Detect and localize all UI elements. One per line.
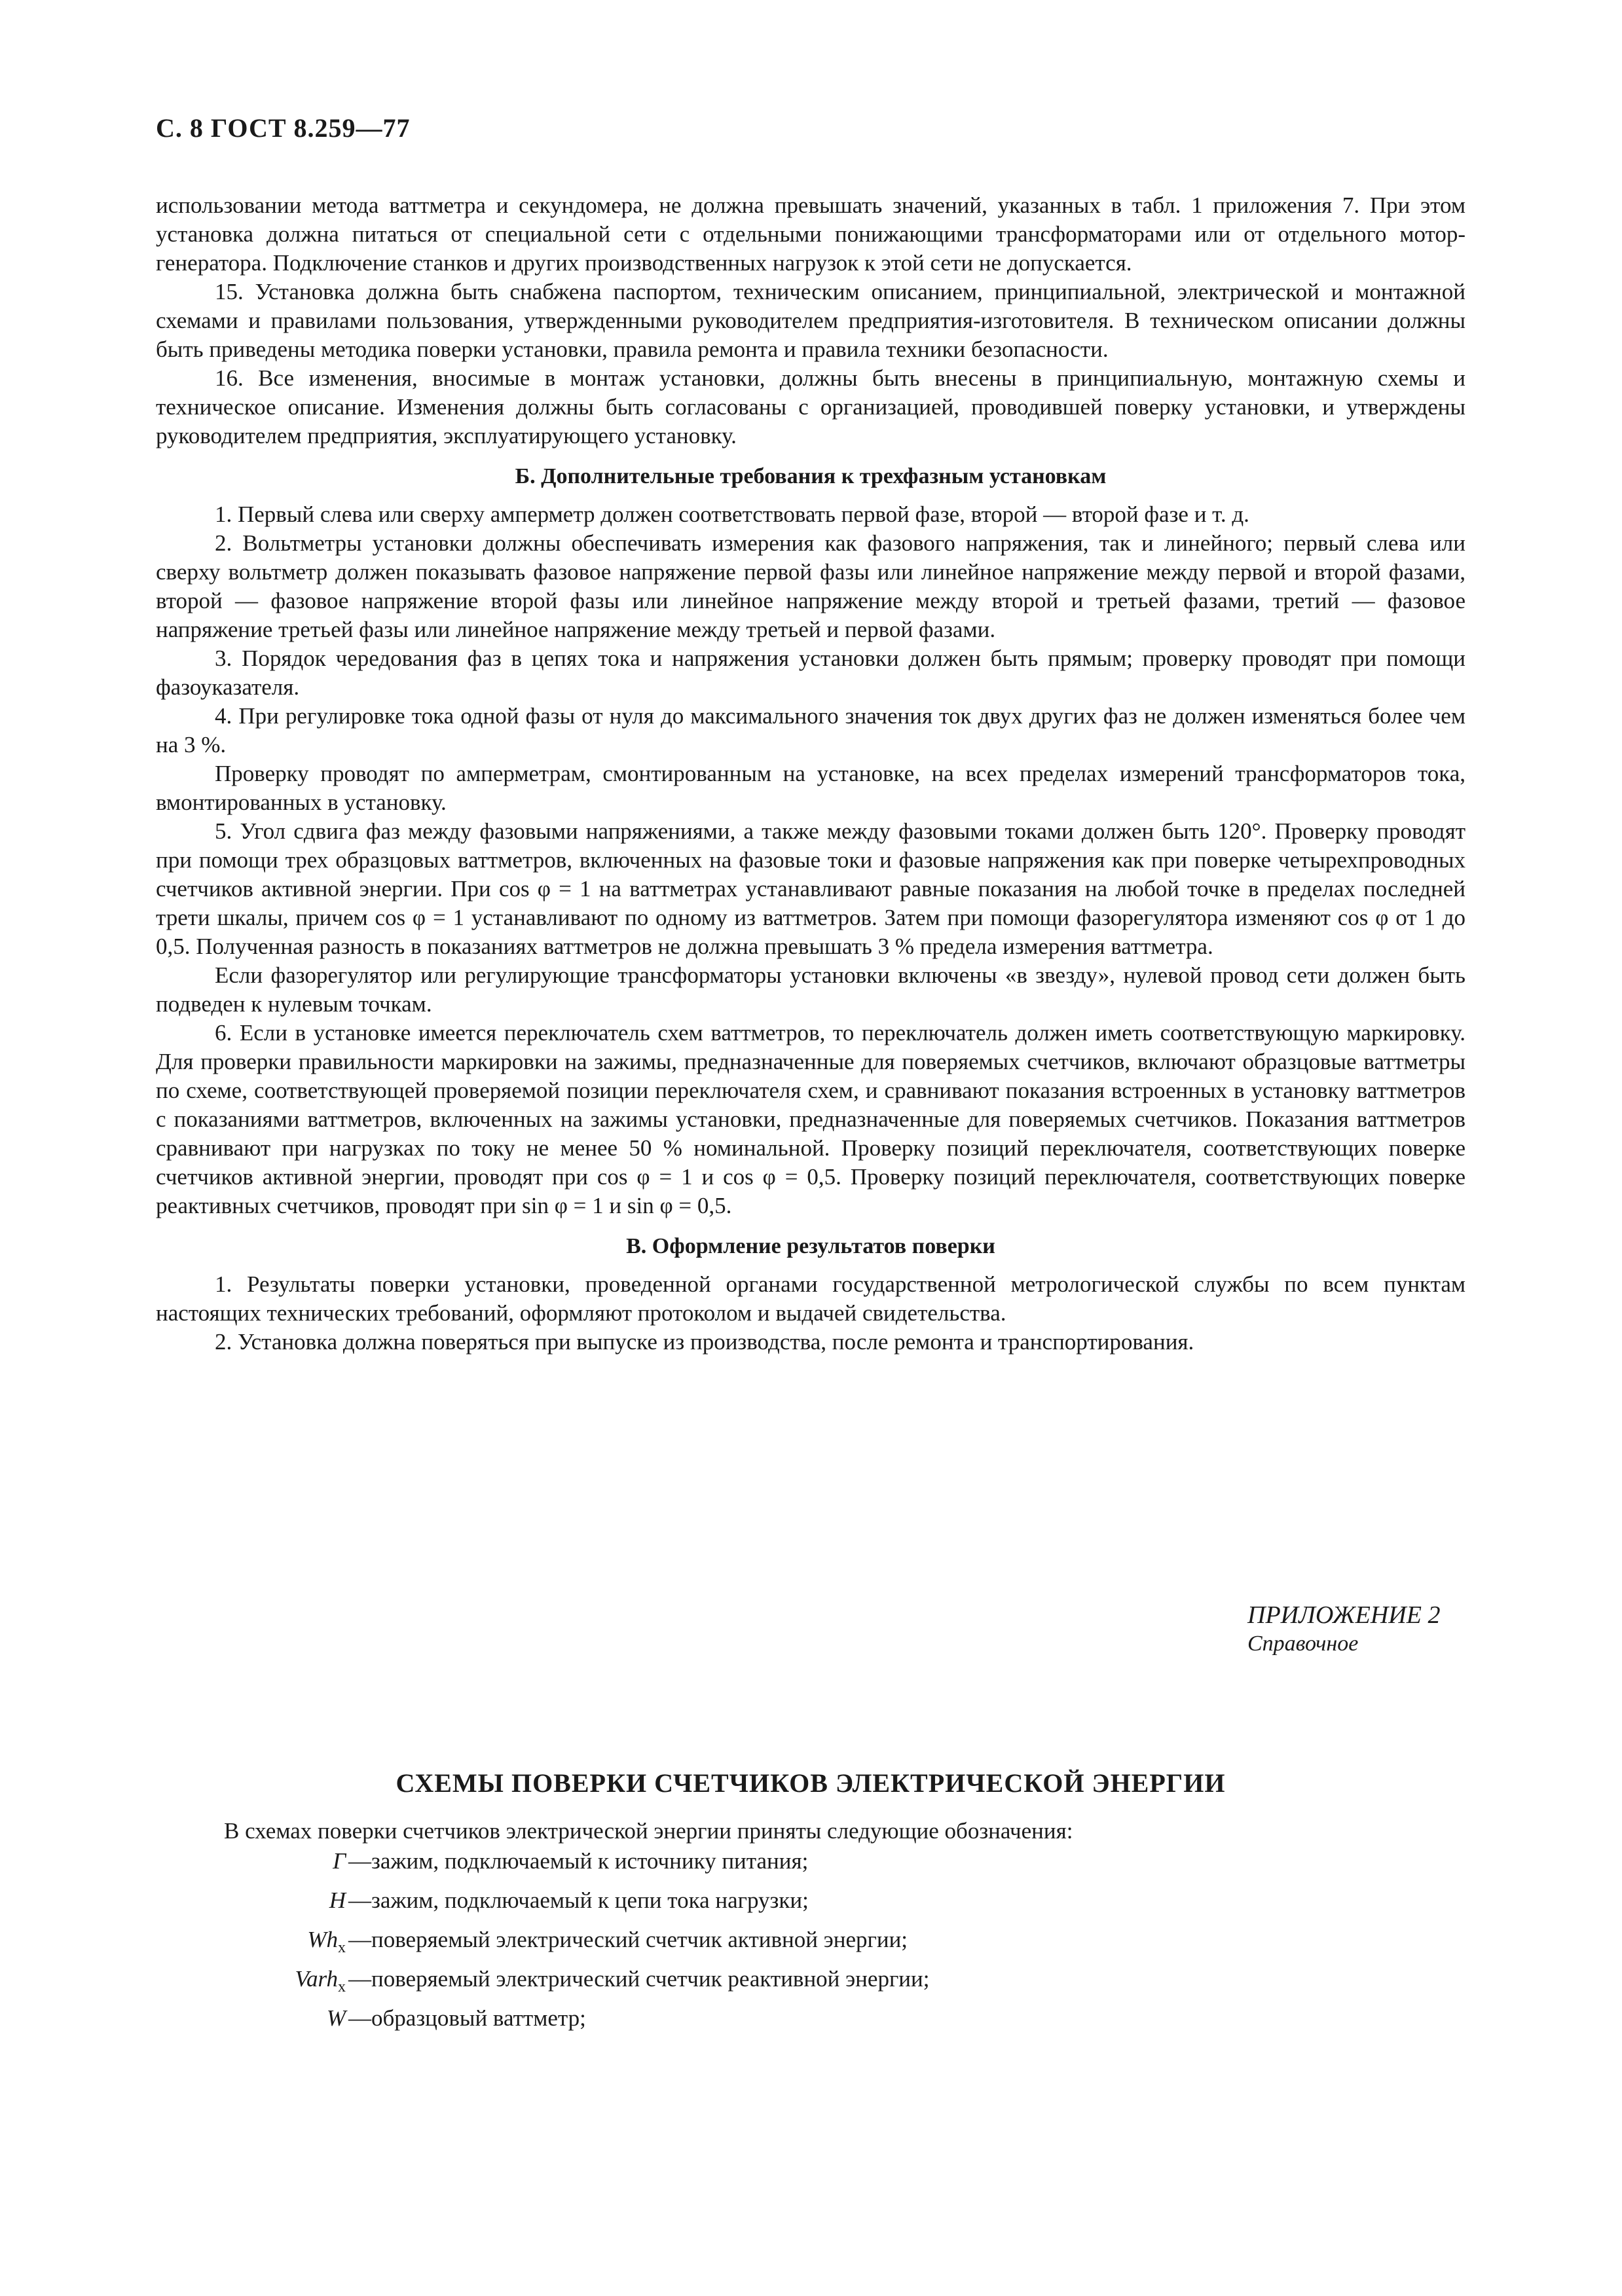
legend-intro: В схемах поверки счетчиков электрической энергии приняты следующие обозначения:	[224, 1818, 1073, 1844]
legend-description: —образцовый ваттметр;	[348, 2005, 586, 2031]
legend-row	[156, 2003, 930, 2042]
schemes-title: СХЕМЫ ПОВЕРКИ СЧЕТЧИКОВ ЭЛЕКТРИЧЕСКОЙ ЭНЕРГИИ	[396, 1768, 1226, 1798]
appendix-label	[1247, 1601, 1440, 1658]
section-b-item-2: 2. Вольтметры установки должны обеспечивать измерения как фазового напряжения, так и линейного; первый слева или сверху вольтметр должен показывать фазовое напряжение первой фазы или линейное напряжение между первой и второй фазами, второй — фазовое напряжение второй фазы или линейное напряжение между второй и третьей фазами, третий — фазовое напряжение третьей фазы или линейное напряжение между третьей и первой фазами.	[156, 530, 1465, 642]
section-b-item-3: 3. Порядок чередования фаз в цепях тока и напряжения установки должен быть прямым; проверку проводят при помощи фазоуказателя.	[156, 646, 1465, 700]
document-body	[156, 191, 1465, 1357]
section-b-heading: Б. Дополнительные требования к трехфазным установкам	[515, 464, 1107, 488]
appendix-subtitle: Справочное	[1247, 1631, 1359, 1656]
appendix-title: ПРИЛОЖЕНИЕ 2	[1247, 1601, 1441, 1629]
legend-row	[156, 1963, 930, 2003]
legend-symbol: W	[326, 2005, 346, 2031]
legend-symbol: Varh$_x$	[295, 1966, 346, 1995]
page-header: С. 8 ГОСТ 8.259—77	[156, 113, 411, 143]
legend-row	[156, 1924, 930, 1963]
legend-list	[156, 1846, 930, 2042]
section-b-item-1: 1. Первый слева или сверху амперметр должен соответствовать первой фазе, второй — второй фазе и т. д.	[215, 501, 1249, 527]
legend-symbol: Г	[333, 1848, 346, 1874]
legend-symbol: Н	[329, 1887, 346, 1913]
legend-description: —зажим, подключаемый к источнику питания;	[348, 1848, 809, 1874]
legend-description: —поверяемый электрический счетчик активной энергии;	[348, 1927, 908, 1952]
section-b-item-4: 4. При регулировке тока одной фазы от нуля до максимального значения ток двух других фаз не должен изменяться более чем на 3 %.	[156, 703, 1465, 757]
section-b-item-4-note: Проверку проводят по амперметрам, смонтированным на установке, на всех пределах измерений трансформаторов тока, вмонтированных в установку.	[156, 761, 1465, 815]
paragraph-continued: использовании метода ваттметра и секундомера, не должна превышать значений, указанных в табл. 1 приложения 7. При этом установка должна питаться от специальной сети с отдельными понижающими трансформаторами или от отдельного мотор-генератора. Подключение станков и других производственных нагрузок к этой сети не допускается.	[156, 192, 1465, 276]
paragraph-15: 15. Установка должна быть снабжена паспортом, техническим описанием, принципиальной, электрической и монтажной схемами и правилами пользования, утвержденными руководителем предприятия-изготовителя. В техническом описании должны быть приведены методика поверки установки, правила ремонта и правила техники безопасности.	[156, 279, 1465, 362]
legend-row	[156, 1846, 930, 1885]
paragraph-16: 16. Все изменения, вносимые в монтаж установки, должны быть внесены в принципиальную, монтажную схемы и техническое описание. Изменения должны быть согласованы с организацией, проводившей поверку установки, и утверждены руководителем предприятия, эксплуатирующего установку.	[156, 365, 1465, 448]
section-c-item-1: 1. Результаты поверки установки, проведенной органами государственной метрологической службы по всем пунктам настоящих технических требований, оформляют протоколом и выдачей свидетельства.	[156, 1271, 1465, 1326]
section-c-item-2: 2. Установка должна поверяться при выпуске из производства, после ремонта и транспортирования.	[215, 1329, 1194, 1355]
legend-description: —зажим, подключаемый к цепи тока нагрузки;	[348, 1887, 809, 1913]
legend-row	[156, 1885, 930, 1924]
section-b-item-6: 6. Если в установке имеется переключатель схем ваттметров, то переключатель должен иметь соответствующую маркировку. Для проверки правильности маркировки на зажимы, предназначенные для поверяемых счетчиков, включают образцовые ваттметры по схеме, соответствующей проверяемой позиции переключателя схем, и сравнивают показания встроенных в установку ваттметров с показаниями ваттметров, включенных на зажимы установки, предназначенные для поверяемых счетчиков. Показания ваттметров сравнивают при нагрузках по току не менее 50 % номинальной. Проверку позиций переключателя, соответствующих поверке счетчиков активной энергии, проводят при cos φ = 1 и cos φ = 0,5. Проверку позиций переключателя, соответствующих поверке реактивных счетчиков, проводят при sin φ = 1 и sin φ = 0,5.	[156, 1020, 1465, 1218]
legend-description: —поверяемый электрический счетчик реактивной энергии;	[348, 1966, 930, 1992]
section-b-item-5: 5. Угол сдвига фаз между фазовыми напряжениями, а также между фазовыми токами должен быть 120°. Проверку проводят при помощи трех образцовых ваттметров, включенных на фазовые токи и фазовые напряжения как при поверке четырехпроводных счетчиков активной энергии. При cos φ = 1 на ваттметрах устанавливают равные показания на любой точке в пределах последней трети шкалы, причем cos φ = 1 устанавливают по одному из ваттметров. Затем при помощи фазорегулятора изменяют cos φ от 1 до 0,5. Полученная разность в показаниях ваттметров не должна превышать 3 % предела измерения ваттметра.	[156, 818, 1465, 959]
section-b-item-5-note: Если фазорегулятор или регулирующие трансформаторы установки включены «в звезду», нулевой провод сети должен быть подведен к нулевым точкам.	[156, 962, 1465, 1017]
section-c-heading: В. Оформление результатов поверки	[626, 1234, 995, 1258]
legend-symbol: $Wh_x$	[307, 1927, 346, 1956]
